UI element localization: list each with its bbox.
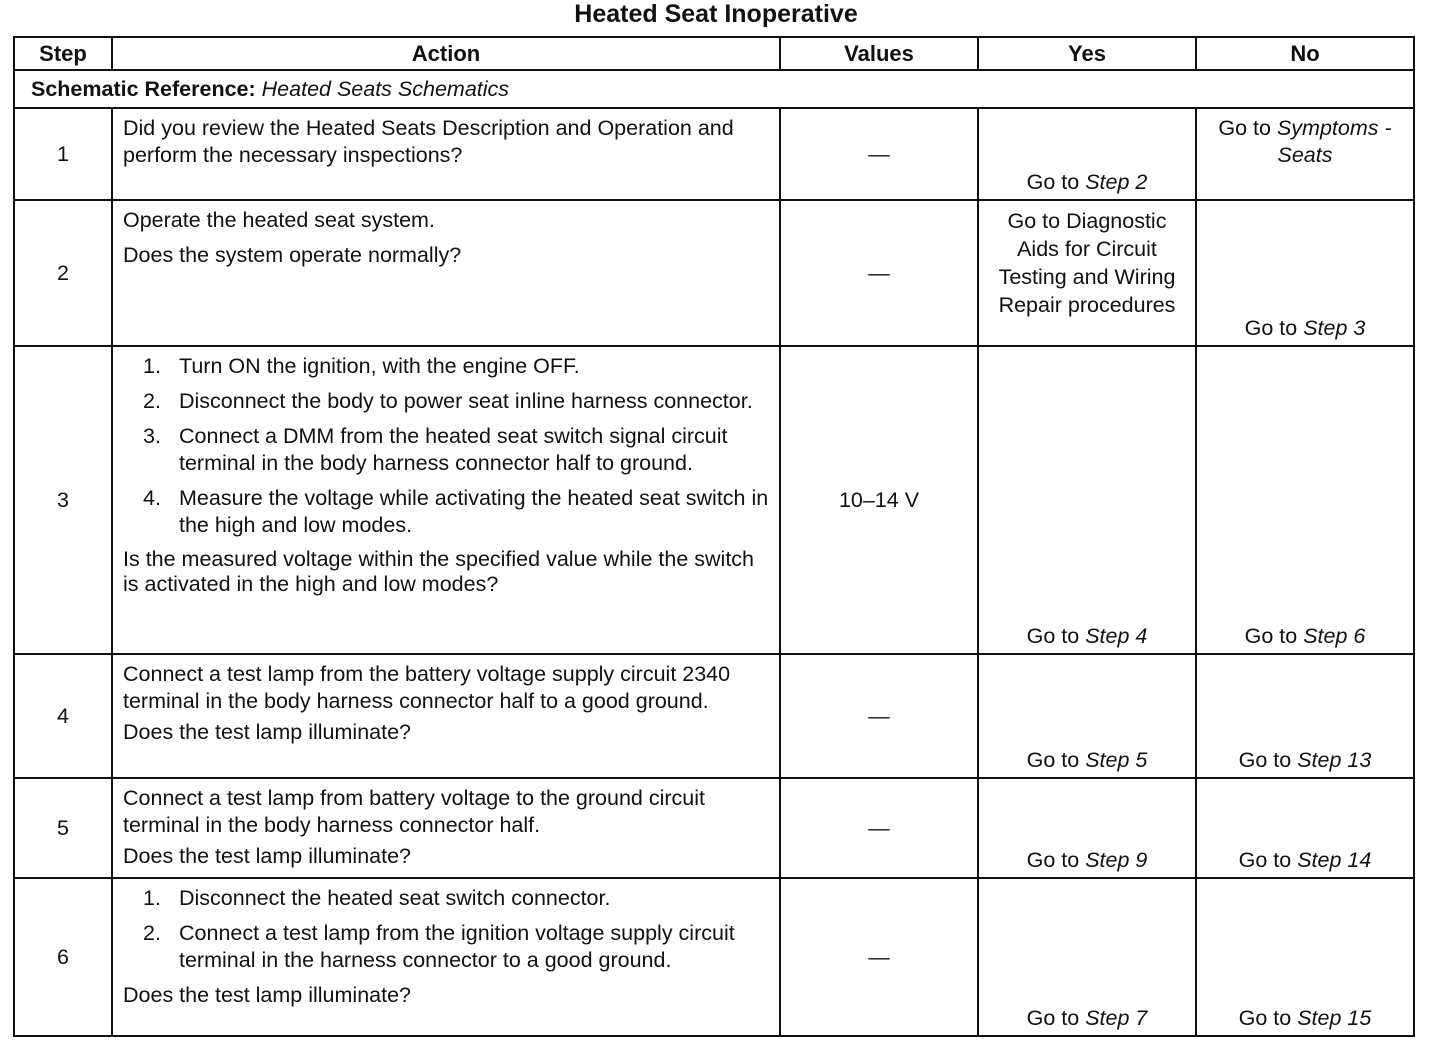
table-row (14, 200, 1414, 346)
yes-go-to[interactable]: Go to Step 7 (1026, 1006, 1148, 1030)
action-cell (112, 108, 780, 200)
action-question: Does the system operate normally? (123, 243, 462, 267)
schematic-link[interactable]: Heated Seats Schematics (261, 76, 510, 101)
no-cell (1196, 654, 1414, 778)
yes-cell (978, 778, 1196, 878)
table-row (14, 108, 1414, 200)
header-action: Action (112, 37, 780, 70)
diagnostic-table (13, 36, 1415, 1037)
action-question: Does the test lamp illuminate? (123, 844, 412, 868)
no-go-to[interactable]: Go to Step 14 (1238, 848, 1372, 872)
yes-go-to[interactable]: Go to Step 4 (1026, 624, 1148, 648)
yes-cell (978, 346, 1196, 654)
page-title: Heated Seat Inoperative (574, 0, 858, 28)
yes-cell (978, 108, 1196, 200)
step-number: 2 (14, 200, 112, 346)
header-yes: Yes (978, 37, 1196, 70)
no-go-to[interactable]: Go to Step 3 (1244, 316, 1366, 340)
table-row (14, 346, 1414, 654)
header-no: No (1196, 37, 1414, 70)
yes-cell (978, 878, 1196, 1036)
action-cell (112, 778, 780, 878)
schematic-reference (14, 70, 1414, 108)
step-number: 6 (14, 878, 112, 1036)
value-cell: — (780, 878, 978, 1036)
yes-go-to[interactable]: Go to Step 2 (1026, 170, 1148, 194)
action-text: Connect a test lamp from battery voltage to the ground circuit terminal in the body harness connector half. (123, 786, 705, 837)
action-question: Is the measured voltage within the specified value while the switch is activated in the high and low modes? (123, 547, 755, 596)
action-steps (123, 353, 769, 539)
no-go-to[interactable]: Go to Step 13 (1238, 748, 1372, 772)
list-item: 2. Connect a test lamp from the ignition voltage supply circuit terminal in the harness connector to a good ground. (143, 921, 735, 972)
table-row (14, 778, 1414, 878)
action-cell (112, 878, 780, 1036)
action-question: Does the test lamp illuminate? (123, 983, 412, 1007)
action-cell (112, 654, 780, 778)
list-item: 4. Measure the voltage while activating the heated seat switch in the high and low modes. (143, 486, 769, 537)
value-cell: — (780, 654, 978, 778)
action-cell (112, 346, 780, 654)
table-row (14, 654, 1414, 778)
no-cell (1196, 200, 1414, 346)
action-text: Operate the heated seat system. (123, 208, 435, 232)
list-item: 1. Turn ON the ignition, with the engine OFF. (143, 354, 580, 378)
no-go-to[interactable]: Go to Step 15 (1238, 1006, 1372, 1030)
yes-go-to[interactable]: Go to Step 9 (1026, 848, 1148, 872)
no-cell (1196, 878, 1414, 1036)
no-go-to[interactable]: Go to Step 6 (1244, 624, 1366, 648)
action-cell (112, 200, 780, 346)
action-text: Did you review the Heated Seats Description and Operation and perform the necessary inspections? (123, 116, 734, 167)
schematic-row (14, 70, 1414, 108)
value-cell: — (780, 200, 978, 346)
no-go-to[interactable]: Go to Symptoms - Seats (1218, 116, 1392, 167)
step-number: 3 (14, 346, 112, 654)
yes-go-to[interactable]: Go to Diagnostic Aids for Circuit Testing and Wiring Repair procedures (998, 209, 1176, 317)
no-cell (1196, 778, 1414, 878)
yes-go-to[interactable]: Go to Step 5 (1026, 748, 1148, 772)
step-number: 1 (14, 108, 112, 200)
action-steps (123, 885, 769, 974)
header-step: Step (14, 37, 112, 70)
yes-cell (978, 654, 1196, 778)
step-number: 4 (14, 654, 112, 778)
list-item: 3. Connect a DMM from the heated seat switch signal circuit terminal in the body harness connector half to ground. (143, 424, 728, 475)
action-question: Does the test lamp illuminate? (123, 720, 412, 744)
step-number: 5 (14, 778, 112, 878)
header-values: Values (780, 37, 978, 70)
value-cell: — (780, 778, 978, 878)
value-cell: — (780, 108, 978, 200)
action-text: Connect a test lamp from the battery voltage supply circuit 2340 terminal in the body harness connector half to a good ground. (123, 662, 731, 713)
list-item: 2. Disconnect the body to power seat inline harness connector. (143, 389, 753, 413)
no-cell (1196, 108, 1414, 200)
schematic-label: Schematic Reference: (31, 76, 256, 101)
table-row (14, 878, 1414, 1036)
no-cell (1196, 346, 1414, 654)
value-cell: 10–14 V (780, 346, 978, 654)
list-item: 1. Disconnect the heated seat switch connector. (143, 886, 611, 910)
header-row (14, 37, 1414, 70)
yes-cell (978, 200, 1196, 346)
